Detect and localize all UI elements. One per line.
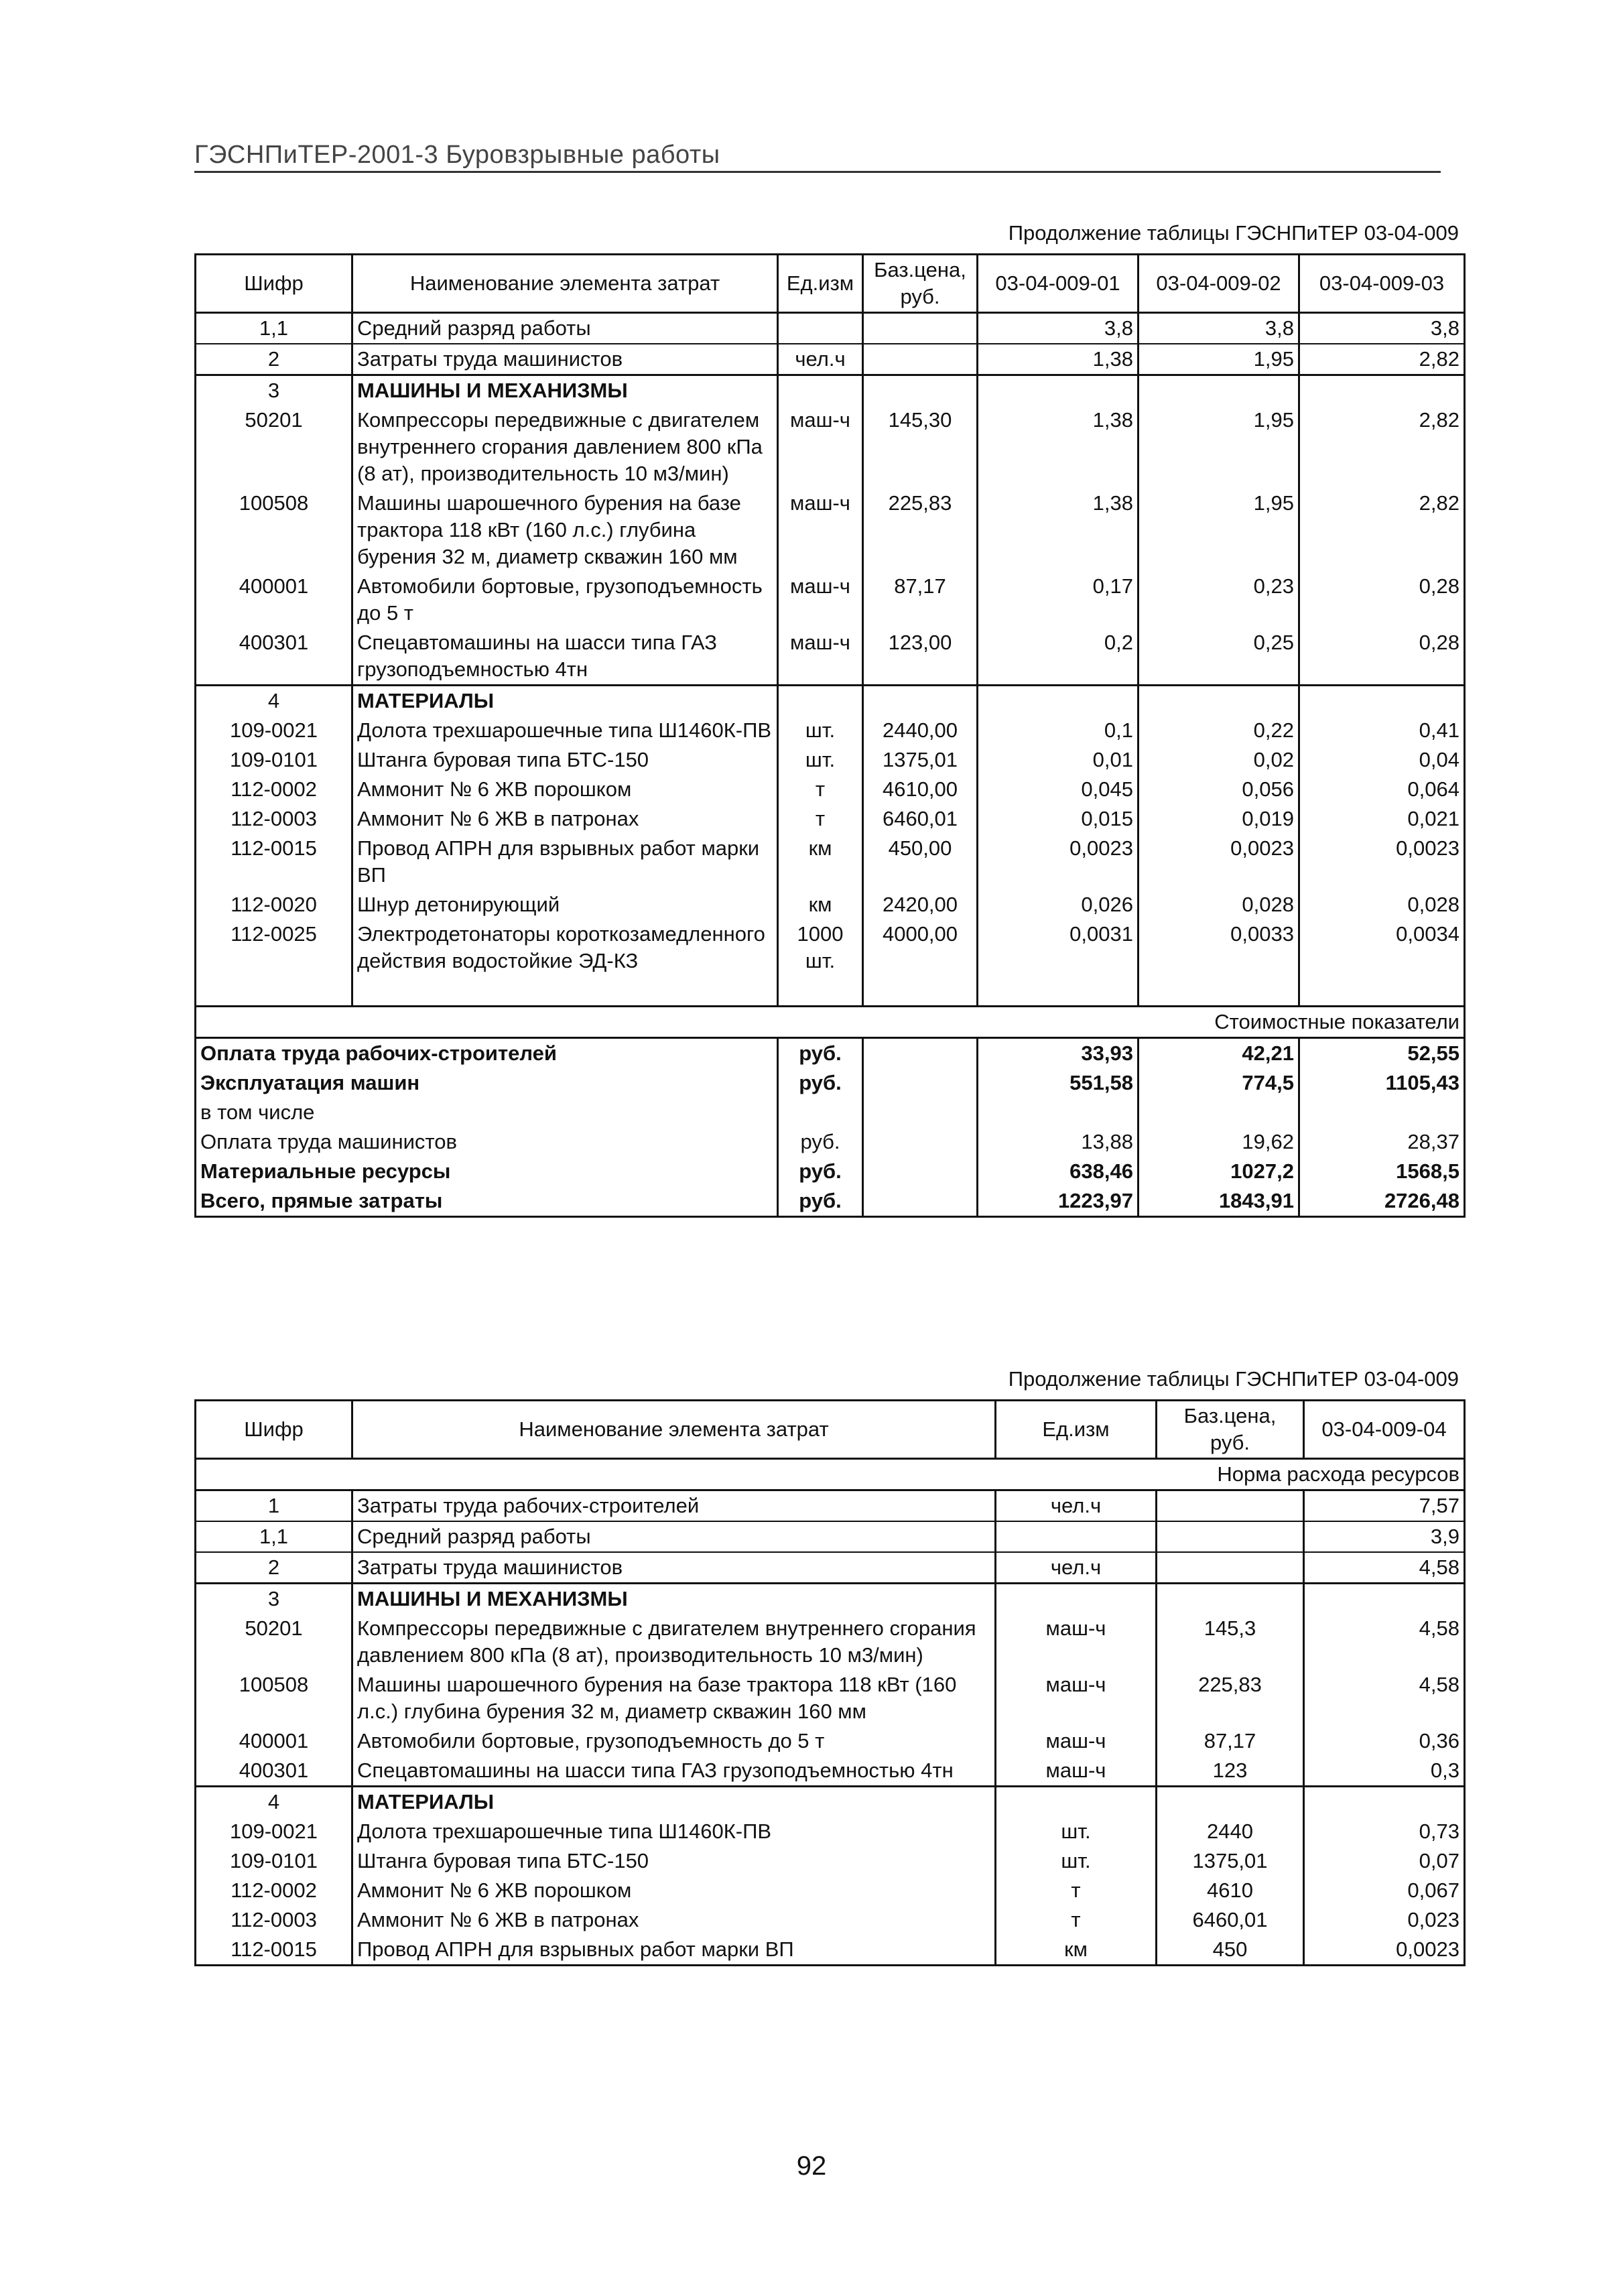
cost-value xyxy=(1299,1098,1465,1127)
row-price: 1375,01 xyxy=(1157,1846,1304,1876)
row-code: 1,1 xyxy=(196,313,352,344)
row-code: 112-0015 xyxy=(196,834,352,890)
row-value: 0,0034 xyxy=(1299,919,1465,976)
row-code: 3 xyxy=(196,375,352,406)
row-value: 1,38 xyxy=(978,344,1139,375)
row-price: 4610 xyxy=(1157,1876,1304,1905)
cost-value: 33,93 xyxy=(978,1038,1139,1069)
row-price xyxy=(1157,1490,1304,1522)
row-name: Электродетонаторы короткозамедленного действия водостойкие ЭД-КЗ xyxy=(352,919,778,976)
row-value: 0,045 xyxy=(978,775,1139,804)
row-value: 3,8 xyxy=(1139,313,1299,344)
row-value: 0,0023 xyxy=(1304,1935,1465,1966)
row-value: 0,021 xyxy=(1299,804,1465,834)
page-number: 92 xyxy=(796,2151,827,2181)
row-code: 400001 xyxy=(196,572,352,628)
row-price: 145,3 xyxy=(1157,1614,1304,1670)
row-name: Долота трехшарошечные типа Ш1460К-ПВ xyxy=(352,1817,996,1846)
row-price: 6460,01 xyxy=(1157,1905,1304,1935)
empty-cell xyxy=(778,375,863,406)
row-code: 100508 xyxy=(196,1670,352,1726)
row-unit: км xyxy=(778,890,863,919)
col-header-code: Шифр xyxy=(196,255,352,313)
row-code: 400301 xyxy=(196,1756,352,1787)
row-price: 87,17 xyxy=(1157,1726,1304,1756)
empty-cell xyxy=(1304,1787,1465,1817)
row-name: Шнур детонирующий xyxy=(352,890,778,919)
table-row xyxy=(196,1490,1465,1522)
row-value: 1,95 xyxy=(1139,405,1299,489)
row-value: 0,3 xyxy=(1304,1756,1465,1787)
table-row xyxy=(196,804,1465,834)
col-header-unit: Ед.изм xyxy=(996,1401,1157,1459)
table-row xyxy=(196,1584,1465,1614)
cost-value: 551,58 xyxy=(978,1068,1139,1098)
row-value: 3,8 xyxy=(978,313,1139,344)
row-price: 450 xyxy=(1157,1935,1304,1966)
row-value: 2,82 xyxy=(1299,489,1465,572)
row-unit: 1000 шт. xyxy=(778,919,863,976)
row-price: 123,00 xyxy=(863,628,978,686)
row-value: 0,056 xyxy=(1139,775,1299,804)
col-header-unit: Ед.изм xyxy=(778,255,863,313)
row-unit: км xyxy=(778,834,863,890)
row-name: Затраты труда машинистов xyxy=(352,344,778,375)
row-code: 1 xyxy=(196,1490,352,1522)
table-row xyxy=(196,919,1465,976)
row-value: 0,026 xyxy=(978,890,1139,919)
row-value: 0,0023 xyxy=(1299,834,1465,890)
table-row xyxy=(196,1905,1465,1935)
row-code: 2 xyxy=(196,1552,352,1584)
row-unit: шт. xyxy=(778,716,863,745)
row-name: Спецавтомашины на шасси типа ГАЗ грузоподъемностью 4тн xyxy=(352,1756,996,1787)
row-price: 87,17 xyxy=(863,572,978,628)
empty-cell xyxy=(863,976,978,1007)
col-header-variant-01: 03-04-009-01 xyxy=(978,255,1139,313)
row-code: 109-0101 xyxy=(196,745,352,775)
cost-value: 1568,5 xyxy=(1299,1157,1465,1186)
empty-cell xyxy=(778,976,863,1007)
cost-row xyxy=(196,1157,1465,1186)
table-row xyxy=(196,890,1465,919)
row-value: 0,028 xyxy=(1139,890,1299,919)
row-name: Компрессоры передвижные с двигателем внутреннего сгорания давлением 800 кПа (8 ат), производительность 10 м3/мин) xyxy=(352,405,778,489)
cost-unit xyxy=(778,1098,863,1127)
cost-name: в том числе xyxy=(196,1098,778,1127)
row-value: 0,73 xyxy=(1304,1817,1465,1846)
col-header-code: Шифр xyxy=(196,1401,352,1459)
table-row xyxy=(196,1614,1465,1670)
cost-value: 638,46 xyxy=(978,1157,1139,1186)
table-row xyxy=(196,375,1465,406)
row-value: 2,82 xyxy=(1299,344,1465,375)
cost-name: Всего, прямые затраты xyxy=(196,1186,778,1217)
empty-cell xyxy=(1299,976,1465,1007)
row-price: 2420,00 xyxy=(863,890,978,919)
row-value: 4,58 xyxy=(1304,1614,1465,1670)
row-code: 100508 xyxy=(196,489,352,572)
row-value: 4,58 xyxy=(1304,1552,1465,1584)
empty-cell xyxy=(863,1038,978,1069)
table-row xyxy=(196,313,1465,344)
cost-name: Оплата труда машинистов xyxy=(196,1127,778,1157)
row-code: 400001 xyxy=(196,1726,352,1756)
row-unit: маш-ч xyxy=(778,405,863,489)
table-row xyxy=(196,1726,1465,1756)
table-row xyxy=(196,1756,1465,1787)
row-unit: шт. xyxy=(996,1846,1157,1876)
row-code: 50201 xyxy=(196,1614,352,1670)
row-name: Средний разряд работы xyxy=(352,313,778,344)
row-unit: маш-ч xyxy=(778,628,863,686)
cost-name: Материальные ресурсы xyxy=(196,1157,778,1186)
row-value: 4,58 xyxy=(1304,1670,1465,1726)
row-value: 0,0033 xyxy=(1139,919,1299,976)
row-code: 109-0021 xyxy=(196,716,352,745)
table-row xyxy=(196,1817,1465,1846)
row-price: 2440 xyxy=(1157,1817,1304,1846)
cost-value: 1843,91 xyxy=(1139,1186,1299,1217)
row-unit xyxy=(778,313,863,344)
row-unit: чел.ч xyxy=(996,1552,1157,1584)
table1-caption: Продолжение таблицы ГЭСНПиТЕР 03-04-009 xyxy=(1008,221,1459,245)
section-heading: МАТЕРИАЛЫ xyxy=(352,686,778,716)
row-value: 0,015 xyxy=(978,804,1139,834)
cost-unit: руб. xyxy=(778,1068,863,1098)
row-code: 2 xyxy=(196,344,352,375)
empty-cell xyxy=(1139,375,1299,406)
row-name: Штанга буровая типа БТС-150 xyxy=(352,745,778,775)
row-price: 4000,00 xyxy=(863,919,978,976)
row-price: 6460,01 xyxy=(863,804,978,834)
empty-cell xyxy=(1299,375,1465,406)
row-value: 0,07 xyxy=(1304,1846,1465,1876)
row-value: 1,95 xyxy=(1139,489,1299,572)
cost-row xyxy=(196,1098,1465,1127)
row-value: 0,1 xyxy=(978,716,1139,745)
cost-name: Эксплуатация машин xyxy=(196,1068,778,1098)
row-value: 7,57 xyxy=(1304,1490,1465,1522)
row-unit: т xyxy=(996,1905,1157,1935)
table-row xyxy=(196,628,1465,686)
cost-value: 13,88 xyxy=(978,1127,1139,1157)
empty-cell xyxy=(1157,1584,1304,1614)
row-value: 0,36 xyxy=(1304,1726,1465,1756)
table-row xyxy=(196,1552,1465,1584)
row-name: Автомобили бортовые, грузоподъемность до 5 т xyxy=(352,572,778,628)
col-header-name: Наименование элемента затрат xyxy=(352,1401,996,1459)
cost-value xyxy=(1139,1098,1299,1127)
row-value: 0,17 xyxy=(978,572,1139,628)
row-code: 109-0021 xyxy=(196,1817,352,1846)
section-heading: МАТЕРИАЛЫ xyxy=(352,1787,996,1817)
row-unit: чел.ч xyxy=(778,344,863,375)
empty-cell xyxy=(1299,686,1465,716)
table-row xyxy=(196,716,1465,745)
spacer-row xyxy=(196,976,1465,1007)
row-price: 4610,00 xyxy=(863,775,978,804)
cost-value: 1105,43 xyxy=(1299,1068,1465,1098)
cost-unit: руб. xyxy=(778,1186,863,1217)
table-row xyxy=(196,745,1465,775)
col-header-variant-02: 03-04-009-02 xyxy=(1139,255,1299,313)
row-value: 1,95 xyxy=(1139,344,1299,375)
empty-cell xyxy=(1157,1787,1304,1817)
table-row xyxy=(196,572,1465,628)
row-price: 225,83 xyxy=(863,489,978,572)
cost-value: 1223,97 xyxy=(978,1186,1139,1217)
row-price: 2440,00 xyxy=(863,716,978,745)
section-heading: МАШИНЫ И МЕХАНИЗМЫ xyxy=(352,1584,996,1614)
cost-row xyxy=(196,1038,1465,1069)
cost-band-row xyxy=(196,1007,1465,1038)
row-unit: т xyxy=(996,1876,1157,1905)
empty-cell xyxy=(1139,686,1299,716)
row-name: Компрессоры передвижные с двигателем внутреннего сгорания давлением 800 кПа (8 ат), производительность 10 м3/мин) xyxy=(352,1614,996,1670)
empty-cell xyxy=(1139,976,1299,1007)
row-unit: маш-ч xyxy=(996,1756,1157,1787)
empty-cell xyxy=(978,686,1139,716)
row-code: 112-0015 xyxy=(196,1935,352,1966)
row-value: 0,023 xyxy=(1304,1905,1465,1935)
table-row xyxy=(196,775,1465,804)
row-unit: т xyxy=(778,804,863,834)
empty-cell xyxy=(996,1787,1157,1817)
norm-band-row xyxy=(196,1459,1465,1490)
row-name: Автомобили бортовые, грузоподъемность до 5 т xyxy=(352,1726,996,1756)
empty-cell xyxy=(978,375,1139,406)
row-value: 0,41 xyxy=(1299,716,1465,745)
cost-row xyxy=(196,1127,1465,1157)
empty-cell xyxy=(863,1157,978,1186)
row-name: Затраты труда машинистов xyxy=(352,1552,996,1584)
row-value: 0,28 xyxy=(1299,628,1465,686)
row-code: 112-0025 xyxy=(196,919,352,976)
row-unit: маш-ч xyxy=(778,489,863,572)
section-heading: МАШИНЫ И МЕХАНИЗМЫ xyxy=(352,375,778,406)
row-price xyxy=(863,313,978,344)
col-header-variant-03: 03-04-009-03 xyxy=(1299,255,1465,313)
row-value: 0,04 xyxy=(1299,745,1465,775)
row-name: Средний разряд работы xyxy=(352,1521,996,1552)
row-name: Машины шарошечного бурения на базе трактора 118 кВт (160 л.с.) глубина бурения 32 м, диаметр скважин 160 мм xyxy=(352,489,778,572)
row-price xyxy=(863,344,978,375)
table-row xyxy=(196,1670,1465,1726)
row-price xyxy=(1157,1552,1304,1584)
row-unit xyxy=(996,1521,1157,1552)
row-unit: км xyxy=(996,1935,1157,1966)
table-row xyxy=(196,1846,1465,1876)
cost-value: 19,62 xyxy=(1139,1127,1299,1157)
row-unit: шт. xyxy=(778,745,863,775)
row-value: 0,028 xyxy=(1299,890,1465,919)
row-name: Долота трехшарошечные типа Ш1460К-ПВ xyxy=(352,716,778,745)
row-name: Затраты труда рабочих-строителей xyxy=(352,1490,996,1522)
row-name: Штанга буровая типа БТС-150 xyxy=(352,1846,996,1876)
col-header-price: Баз.цена, руб. xyxy=(1157,1401,1304,1459)
row-value: 0,25 xyxy=(1139,628,1299,686)
row-price: 225,83 xyxy=(1157,1670,1304,1726)
cost-unit: руб. xyxy=(778,1127,863,1157)
row-unit: маш-ч xyxy=(778,572,863,628)
empty-cell xyxy=(863,1098,978,1127)
table-row xyxy=(196,686,1465,716)
row-code: 112-0020 xyxy=(196,890,352,919)
col-header-price: Баз.цена, руб. xyxy=(863,255,978,313)
row-name: Аммонит № 6 ЖВ порошком xyxy=(352,1876,996,1905)
empty-cell xyxy=(778,686,863,716)
row-name: Машины шарошечного бурения на базе трактора 118 кВт (160 л.с.) глубина бурения 32 м, диаметр скважин 160 мм xyxy=(352,1670,996,1726)
empty-cell xyxy=(863,1127,978,1157)
row-code: 3 xyxy=(196,1584,352,1614)
cost-value: 28,37 xyxy=(1299,1127,1465,1157)
row-value: 0,23 xyxy=(1139,572,1299,628)
row-code: 4 xyxy=(196,1787,352,1817)
col-header-variant-04: 03-04-009-04 xyxy=(1304,1401,1465,1459)
row-value: 0,01 xyxy=(978,745,1139,775)
row-code: 112-0002 xyxy=(196,775,352,804)
cost-indicators-label: Стоимостные показатели xyxy=(196,1007,1465,1038)
row-unit: чел.ч xyxy=(996,1490,1157,1522)
row-value: 0,0023 xyxy=(978,834,1139,890)
row-value: 3,9 xyxy=(1304,1521,1465,1552)
row-value: 2,82 xyxy=(1299,405,1465,489)
row-unit: т xyxy=(778,775,863,804)
table-row xyxy=(196,1521,1465,1552)
empty-cell xyxy=(863,1068,978,1098)
row-code: 4 xyxy=(196,686,352,716)
cost-value: 774,5 xyxy=(1139,1068,1299,1098)
cost-row xyxy=(196,1068,1465,1098)
table-row xyxy=(196,1876,1465,1905)
row-unit: маш-ч xyxy=(996,1670,1157,1726)
row-value: 0,02 xyxy=(1139,745,1299,775)
empty-cell xyxy=(863,1186,978,1217)
row-code: 1,1 xyxy=(196,1521,352,1552)
page-header: ГЭСНПиТЕР-2001-3 Буровзрывные работы xyxy=(194,141,1441,173)
cost-value: 2726,48 xyxy=(1299,1186,1465,1217)
row-value: 0,28 xyxy=(1299,572,1465,628)
row-value: 0,064 xyxy=(1299,775,1465,804)
cost-value: 52,55 xyxy=(1299,1038,1465,1069)
row-value: 1,38 xyxy=(978,405,1139,489)
empty-cell xyxy=(996,1584,1157,1614)
empty-cell xyxy=(863,375,978,406)
table-row xyxy=(196,834,1465,890)
row-code: 109-0101 xyxy=(196,1846,352,1876)
row-name: Аммонит № 6 ЖВ в патронах xyxy=(352,1905,996,1935)
row-code: 400301 xyxy=(196,628,352,686)
row-value: 3,8 xyxy=(1299,313,1465,344)
row-value: 0,067 xyxy=(1304,1876,1465,1905)
row-name: Аммонит № 6 ЖВ порошком xyxy=(352,775,778,804)
row-price: 123 xyxy=(1157,1756,1304,1787)
row-price: 450,00 xyxy=(863,834,978,890)
table-row xyxy=(196,344,1465,375)
cost-name: Оплата труда рабочих-строителей xyxy=(196,1038,778,1069)
resource-table-1 xyxy=(194,253,1466,1218)
row-unit: маш-ч xyxy=(996,1614,1157,1670)
empty-cell xyxy=(863,686,978,716)
row-code: 112-0002 xyxy=(196,1876,352,1905)
row-price xyxy=(1157,1521,1304,1552)
row-value: 0,2 xyxy=(978,628,1139,686)
table2-caption: Продолжение таблицы ГЭСНПиТЕР 03-04-009 xyxy=(1008,1367,1459,1391)
table-row xyxy=(196,1935,1465,1966)
row-value: 0,0031 xyxy=(978,919,1139,976)
row-value: 1,38 xyxy=(978,489,1139,572)
cost-row xyxy=(196,1186,1465,1217)
empty-cell xyxy=(978,976,1139,1007)
row-price: 145,30 xyxy=(863,405,978,489)
row-price: 1375,01 xyxy=(863,745,978,775)
empty-cell xyxy=(196,976,352,1007)
row-code: 112-0003 xyxy=(196,804,352,834)
table-row xyxy=(196,1787,1465,1817)
table-row xyxy=(196,489,1465,572)
cost-value: 42,21 xyxy=(1139,1038,1299,1069)
row-name: Спецавтомашины на шасси типа ГАЗ грузоподъемностью 4тн xyxy=(352,628,778,686)
cost-value: 1027,2 xyxy=(1139,1157,1299,1186)
cost-unit: руб. xyxy=(778,1157,863,1186)
row-unit: шт. xyxy=(996,1817,1157,1846)
row-unit: маш-ч xyxy=(996,1726,1157,1756)
resource-table-2 xyxy=(194,1399,1466,1966)
row-name: Провод АПРН для взрывных работ марки ВП xyxy=(352,1935,996,1966)
row-value: 0,22 xyxy=(1139,716,1299,745)
empty-cell xyxy=(1304,1584,1465,1614)
norm-label: Норма расхода ресурсов xyxy=(196,1459,1465,1490)
row-code: 50201 xyxy=(196,405,352,489)
col-header-name: Наименование элемента затрат xyxy=(352,255,778,313)
row-value: 0,0023 xyxy=(1139,834,1299,890)
cost-unit: руб. xyxy=(778,1038,863,1069)
row-name: Аммонит № 6 ЖВ в патронах xyxy=(352,804,778,834)
empty-cell xyxy=(352,976,778,1007)
row-name: Провод АПРН для взрывных работ марки ВП xyxy=(352,834,778,890)
row-code: 112-0003 xyxy=(196,1905,352,1935)
row-value: 0,019 xyxy=(1139,804,1299,834)
cost-value xyxy=(978,1098,1139,1127)
table-row xyxy=(196,405,1465,489)
